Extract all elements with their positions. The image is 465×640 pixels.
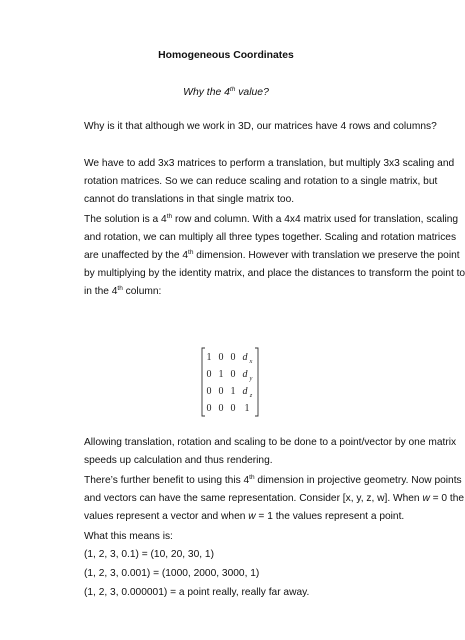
example-line: (1, 2, 3, 0.000001) = a point really, really far away. <box>84 587 310 598</box>
text-line: Allowing translation, rotation and scaling to be done to a point/vector by one matrix <box>84 437 457 448</box>
paragraph-question <box>84 118 437 136</box>
document-title: Homogeneous Coordinates <box>158 50 294 61</box>
subtitle-superscript: th <box>229 86 236 93</box>
matrix-cell: 0 <box>206 403 212 414</box>
text-line: in the 4th column: <box>84 285 162 297</box>
matrix-subscript: z <box>249 392 253 399</box>
matrix-left-bracket <box>202 348 205 416</box>
matrix-cell: 0 <box>206 386 212 397</box>
matrix-subscript: y <box>249 375 253 382</box>
matrix-cell: 1 <box>244 403 250 414</box>
text-line: by multiplying by the identity matrix, and place the distances to transform the point to <box>84 268 465 279</box>
matrix-cell: 0 <box>206 369 212 380</box>
matrix-cell: 0 <box>230 352 236 363</box>
matrix-cell: d <box>242 369 248 380</box>
text-line: What this means is: <box>84 531 173 542</box>
text-line: We have to add 3x3 matrices to perform a translation, but multiply 3x3 scaling and <box>84 158 455 169</box>
matrix-cell: d <box>242 386 248 397</box>
translation-matrix <box>200 346 260 418</box>
example-line: (1, 2, 3, 0.001) = (1000, 2000, 3000, 1) <box>84 568 260 579</box>
paragraph-solution <box>84 211 465 301</box>
text-line: Why is it that although we work in 3D, our matrices have 4 rows and columns? <box>84 121 437 132</box>
matrix-cell: 1 <box>206 352 212 363</box>
paragraph-benefit <box>84 434 457 470</box>
paragraph-examples <box>84 528 384 564</box>
text-line: The solution is a 4th row and column. With a 4x4 matrix used for translation, scaling <box>84 213 459 225</box>
matrix-right-bracket <box>255 348 258 416</box>
paragraph-problem <box>84 155 455 209</box>
text-line: and vectors can have the same representation. Consider [x, y, z, w]. When w = 0 the <box>84 493 465 504</box>
matrix-cell: 0 <box>218 386 224 397</box>
matrix-figure <box>200 346 260 418</box>
text-line: values represent a vector and when w = 1 the values represent a point. <box>84 511 405 522</box>
text-line: There’s further benefit to using this 4th dimension in projective geometry. Now points <box>84 474 462 486</box>
matrix-cell: d <box>242 352 248 363</box>
subtitle-text: Why the 4 <box>183 87 230 98</box>
matrix-subscript: x <box>249 358 253 365</box>
text-line: rotation matrices. So we can reduce scaling and rotation to a single matrix, but <box>84 176 438 187</box>
paragraph-projective <box>84 472 465 526</box>
matrix-cell: 0 <box>218 352 224 363</box>
paragraph-example-3 <box>84 584 384 602</box>
text-line: and rotation, we can multiply all three types together. Scaling and rotation matrices <box>84 232 457 243</box>
matrix-cell: 0 <box>218 403 224 414</box>
matrix-cell: 0 <box>230 369 236 380</box>
subtitle-text-end: value? <box>235 87 269 98</box>
text-line: are unaffected by the 4th dimension. However with translation we preserve the point <box>84 249 460 261</box>
paragraph-example-2 <box>84 565 384 583</box>
text-line: speeds up calculation and thus rendering. <box>84 455 273 466</box>
text-line: cannot do translations in that single matrix too. <box>84 194 295 205</box>
example-line: (1, 2, 3, 0.1) = (10, 20, 30, 1) <box>84 549 214 560</box>
matrix-cell: 1 <box>218 369 224 380</box>
matrix-cell: 0 <box>230 403 236 414</box>
matrix-cell: 1 <box>230 386 236 397</box>
document-subtitle <box>0 86 452 100</box>
